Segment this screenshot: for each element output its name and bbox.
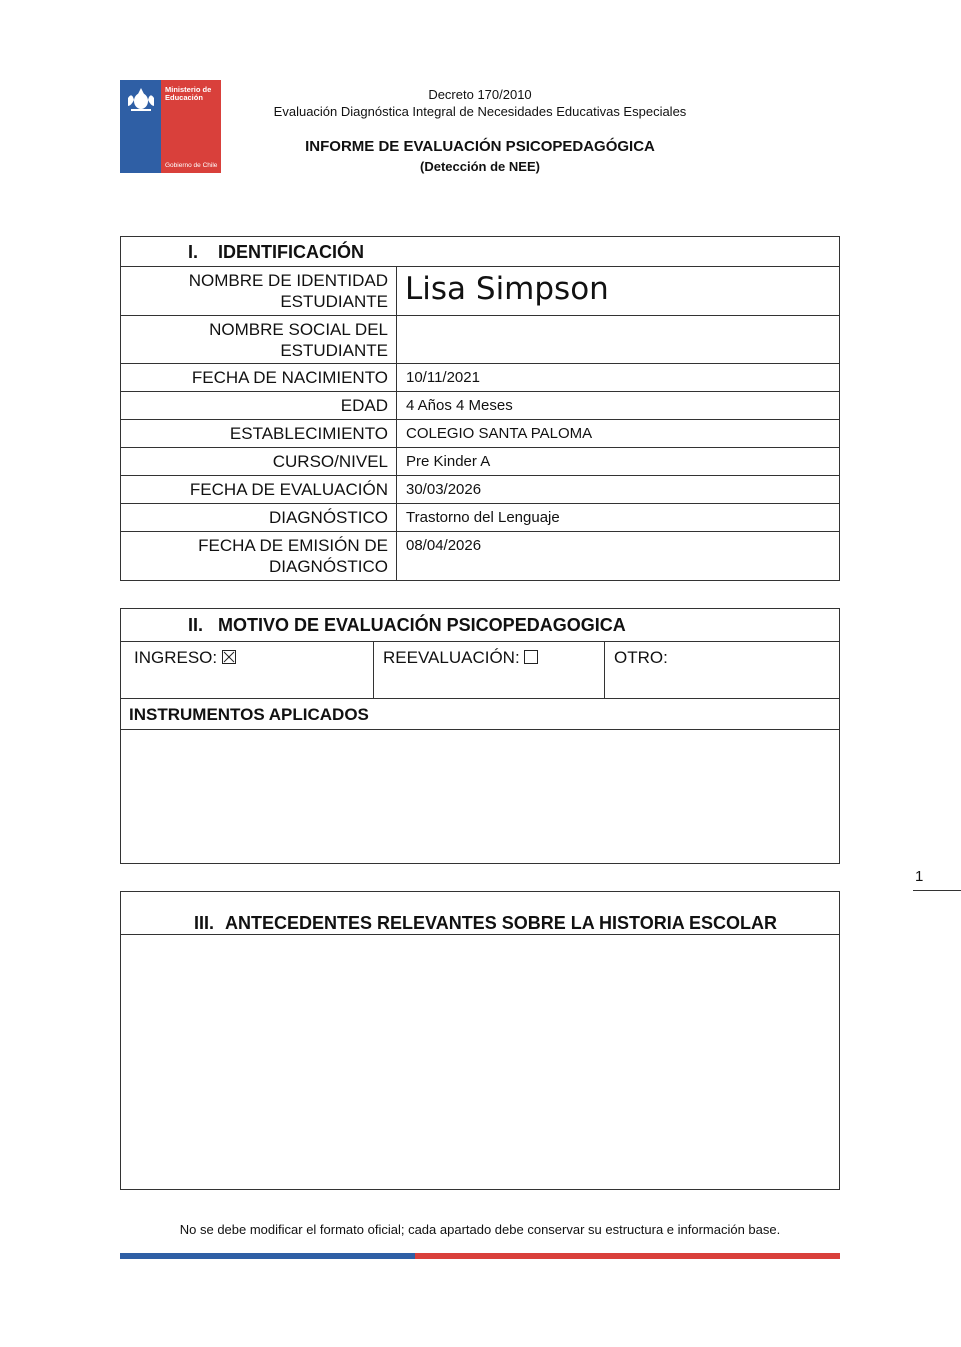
label-nombre-identidad: NOMBRE DE IDENTIDAD ESTUDIANTE [188,271,388,311]
document-title: INFORME DE EVALUACIÓN PSICOPEDAGÓGICA [305,138,655,155]
value-fecha-evaluacion[interactable]: 30/03/2026 [406,481,482,498]
page-number: 1 [915,868,924,885]
label-curso-nivel: CURSO/NIVEL [272,452,388,471]
logo-ministry-text [165,86,211,102]
section2-title: MOTIVO DE EVALUACIÓN PSICOPEDAGOGICA [218,615,626,635]
page-number-line [913,890,961,891]
value-edad[interactable]: 4 Años 4 Meses [406,397,513,414]
label-diagnostico: DIAGNÓSTICO [268,508,388,527]
section2-number: II. [188,615,204,635]
divider [120,315,840,316]
divider [120,531,840,532]
divider [120,391,840,392]
option-ingreso[interactable] [134,648,236,668]
section1-number: I. [188,242,199,262]
logo-ministry-line2: Educación [165,93,203,102]
divider [120,363,840,364]
column-divider [373,641,374,698]
value-establecimiento[interactable]: COLEGIO SANTA PALOMA [406,425,593,442]
logo-ministry-line1: Ministerio de [165,85,212,94]
value-fecha-emision[interactable]: 08/04/2026 [406,537,482,554]
section3-title: ANTECEDENTES RELEVANTES SOBRE LA HISTORIA ESCOLAR [225,913,778,933]
document-title-sub: (Detección de NEE) [420,159,540,174]
logo-red-panel [161,80,221,173]
column-divider [604,641,605,698]
label-establecimiento: ESTABLECIMIENTO [229,424,388,443]
divider [120,447,840,448]
document-subtitle: Evaluación Diagnóstica Integral de Necesidades Educativas Especiales [273,104,687,119]
divider [120,641,840,642]
divider [120,419,840,420]
reevaluacion-checkbox[interactable] [524,650,538,664]
label-fecha-nacimiento: FECHA DE NACIMIENTO [191,368,388,387]
value-diagnostico[interactable]: Trastorno del Lenguaje [406,509,560,526]
ingreso-checkbox[interactable] [222,650,236,664]
logo-blue-panel [120,80,161,173]
divider [120,503,840,504]
antecedentes-content-area[interactable] [121,935,839,1189]
section1-title: IDENTIFICACIÓN [218,242,364,262]
footer-note: No se debe modificar el formato oficial; cada apartado debe conservar su estructura e información base. [179,1222,781,1237]
option-ingreso-label: INGRESO: [134,648,218,667]
value-nombre-identidad[interactable]: Lisa Simpson [405,271,609,307]
option-otro[interactable] [614,648,668,668]
coat-of-arms-icon [125,86,157,112]
option-otro-label: OTRO: [614,648,668,667]
instruments-content-area[interactable] [121,730,839,863]
divider [120,266,840,267]
divider [120,698,840,699]
ministry-logo [120,80,221,173]
label-edad: EDAD [340,396,388,415]
instruments-title: INSTRUMENTOS APLICADOS [129,705,369,724]
footer-bar-red [415,1253,840,1259]
label-fecha-evaluacion: FECHA DE EVALUACIÓN [189,480,388,499]
divider [120,475,840,476]
value-curso-nivel[interactable]: Pre Kinder A [406,453,491,470]
label-fecha-emision: FECHA DE EMISIÓN DE DIAGNÓSTICO [198,536,388,576]
checked-x-icon [223,651,235,663]
section3-number: III. [194,913,215,933]
option-reevaluacion[interactable] [383,648,538,668]
logo-government-text: Gobierno de Chile [165,162,218,169]
decree-line: Decreto 170/2010 [428,87,532,102]
label-nombre-social: NOMBRE SOCIAL DEL ESTUDIANTE [209,320,388,360]
footer-bar-blue [120,1253,415,1259]
value-fecha-nacimiento[interactable]: 10/11/2021 [406,369,480,386]
option-reevaluacion-label: REEVALUACIÓN: [383,648,520,667]
column-divider [396,266,397,581]
